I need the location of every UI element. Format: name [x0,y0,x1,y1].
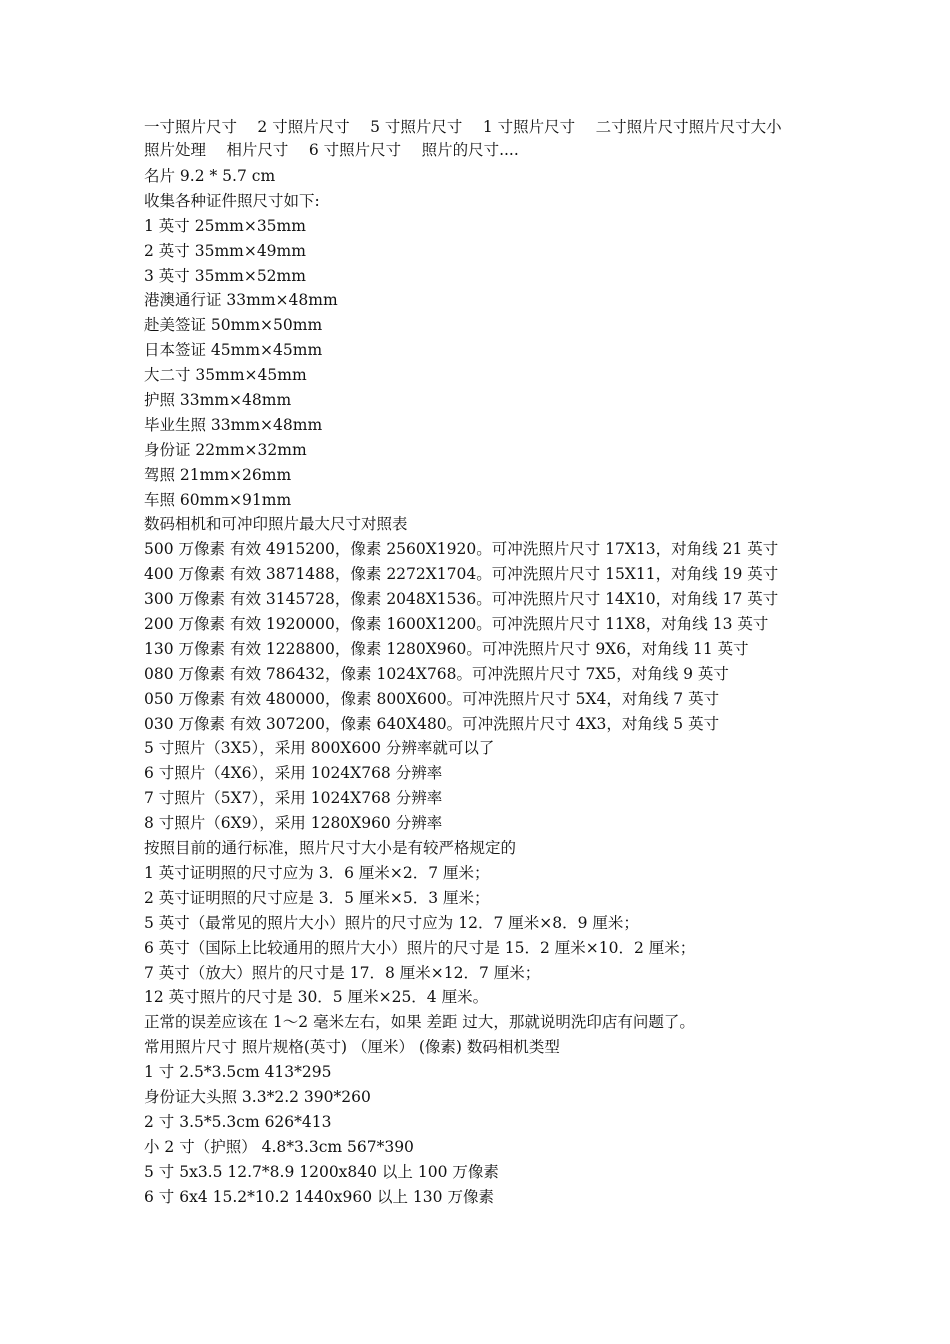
text-line: 名片 9.2 * 5.7 cm [144,167,276,185]
text-line: 12 英寸照片的尺寸是 30．5 厘米×25．4 厘米。 [144,988,489,1007]
document-header-line: 一寸照片尺寸 2 寸照片尺寸 5 寸照片尺寸 1 寸照片尺寸 二寸照片尺寸照片尺寸大小 照片处理 相片尺寸 6 寸照片尺寸 照片的尺寸.... [144,118,803,159]
text-line: 030 万像素 有效 307200，像素 640X480。可冲洗照片尺寸 4X3，对角线 5 英寸 [144,714,720,733]
text-line: 1 寸 2.5*3.5cm 413*295 [144,1063,332,1082]
text-line: 驾照 21mm×26mm [144,465,292,484]
text-line: 常用照片尺寸 照片规格(英寸) （厘米） (像素) 数码相机类型 [144,1038,560,1057]
text-line: 400 万像素 有效 3871488，像素 2272X1704。可冲洗照片尺寸 15X11，对角线 19 英寸 [144,565,779,584]
text-line: 200 万像素 有效 1920000，像素 1600X1200。可冲洗照片尺寸 11X8，对角线 13 英寸 [144,615,769,634]
text-line: 050 万像素 有效 480000，像素 800X600。可冲洗照片尺寸 5X4，对角线 7 英寸 [144,689,720,708]
text-line: 5 寸 5x3.5 12.7*8.9 1200x840 以上 100 万像素 [144,1162,499,1181]
text-line: 身份证 22mm×32mm [144,440,307,459]
text-line: 2 英寸证明照的尺寸应是 3．5 厘米×5．3 厘米； [144,888,490,907]
text-line: 日本签证 45mm×45mm [144,341,323,360]
text-line: 港澳通行证 33mm×48mm [144,291,338,310]
text-line: 6 寸照片（4X6），采用 1024X768 分辨率 [144,764,443,783]
text-line: 500 万像素 有效 4915200，像素 2560X1920。可冲洗照片尺寸 17X13，对角线 21 英寸 [144,540,779,559]
text-line: 6 英寸（国际上比较通用的照片大小）照片的尺寸是 15．2 厘米×10．2 厘米； [144,938,696,957]
text-line: 1 英寸 25mm×35mm [144,216,306,235]
text-line: 2 英寸 35mm×49mm [144,241,306,260]
text-line: 3 英寸 35mm×52mm [144,266,306,285]
text-line: 按照目前的通行标准，照片尺寸大小是有较严格规定的 [144,839,517,858]
document-lines [144,164,804,1209]
text-line: 小 2 寸（护照） 4.8*3.3cm 567*390 [144,1137,414,1156]
text-line: 130 万像素 有效 1228800，像素 1280X960。可冲洗照片尺寸 9X6，对角线 11 英寸 [144,639,749,658]
text-line: 6 寸 6x4 15.2*10.2 1440x960 以上 130 万像素 [144,1187,494,1206]
text-line: 身份证大头照 3.3*2.2 390*260 [144,1087,371,1106]
text-line: 收集各种证件照尺寸如下: [144,191,320,210]
text-line: 护照 33mm×48mm [144,391,292,410]
text-line: 大二寸 35mm×45mm [144,366,307,385]
text-line: 毕业生照 33mm×48mm [144,415,323,434]
text-line: 数码相机和可冲印照片最大尺寸对照表 [144,515,408,534]
text-line: 正常的误差应该在 1～2 毫米左右，如果 差距 过大，那就说明洗印店有问题了。 [144,1013,695,1032]
text-line: 8 寸照片（6X9），采用 1280X960 分辨率 [144,814,443,833]
text-line: 5 寸照片（3X5），采用 800X600 分辨率就可以了 [144,739,495,758]
text-line: 车照 60mm×91mm [144,490,292,509]
text-line: 赴美签证 50mm×50mm [144,316,323,335]
text-line: 2 寸 3.5*5.3cm 626*413 [144,1112,332,1131]
text-line: 080 万像素 有效 786432，像素 1024X768。可冲洗照片尺寸 7X5，对角线 9 英寸 [144,664,729,683]
document-body [144,116,804,1209]
text-line: 300 万像素 有效 3145728，像素 2048X1536。可冲洗照片尺寸 14X10，对角线 17 英寸 [144,590,779,609]
text-line: 5 英寸（最常见的照片大小）照片的尺寸应为 12．7 厘米×8．9 厘米； [144,913,639,932]
text-line: 1 英寸证明照的尺寸应为 3．6 厘米×2．7 厘米； [144,863,490,882]
text-line: 7 英寸（放大）照片的尺寸是 17．8 厘米×12．7 厘米； [144,963,541,982]
text-line: 7 寸照片（5X7），采用 1024X768 分辨率 [144,789,443,808]
